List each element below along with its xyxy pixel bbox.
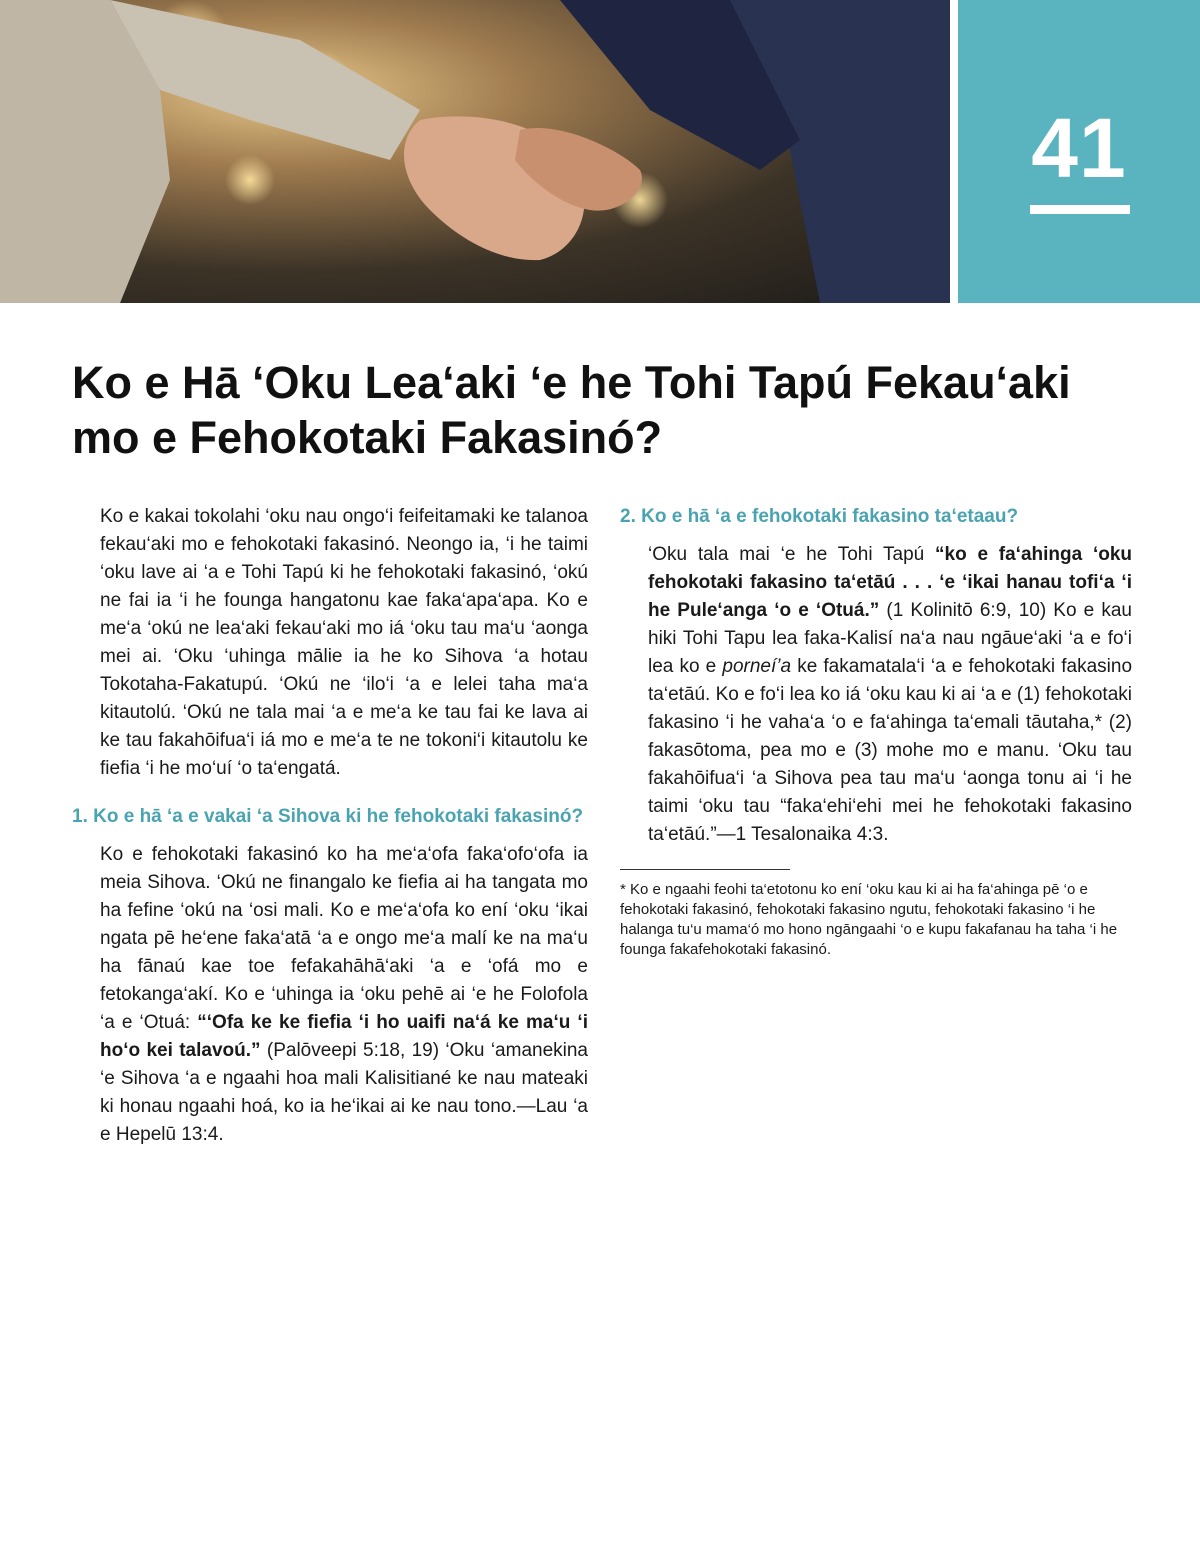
chapter-badge	[958, 0, 1200, 303]
hero-photo-holding-hands	[0, 0, 950, 303]
q1-text-b: (Palōveepi 5:18, 19) ‘Oku ‘amanekina ‘e Sihova ‘a e ngaahi hoa mali Kalisitiané ke nau mateaki ki honau ngaahi hoá, ko ia he‘ikai ai ke nau tono.—Lau ‘a e Hepelū 13:4.	[100, 1040, 589, 1145]
page-title: Ko e Hā ‘Oku Lea‘aki ‘e he Tohi Tapú Fekau‘aki mo e Fehokotaki Fakasinó?	[72, 357, 1071, 463]
intro-paragraph: Ko e kakai tokolahi ‘oku nau ongo‘i feifeitamaki ke talanoa fekau‘aki mo e fehokotaki fakasinó. Neongo ia, ‘i he taimi ‘oku lave ai ‘a e Tohi Tapú ki he fehokotaki fakasinó, ‘okú ne fai ia ‘i he founga hangatonu kae faka‘apa‘apa. Ko e me‘a ‘okú ne lea‘aki fekau‘aki mo iá ‘oku tau ma‘u ‘aonga mei ai. ‘Oku ‘uhinga mālie ia he ko Sihova ‘a hotau Tokotaha-Fakatupú. ‘Okú ne ‘ilo‘i ‘a e lelei taha ma‘a kitautolú. ‘Okú ne tala mai ‘a e me‘a ke tau fai ke lava ai ke tau fakahōifua‘i iá mo e me‘a te ne tokoni‘i kitautolu ke fiefia ‘i he mo‘uí ‘o ta‘engatá.	[100, 506, 588, 779]
question-1-heading: 1. Ko e hā ‘a e vakai ‘a Sihova ki he fehokotaki fakasinó?	[72, 806, 584, 827]
left-column	[72, 503, 589, 1169]
hands-illustration	[0, 0, 950, 303]
question-2-answer	[620, 541, 1132, 849]
right-column	[620, 503, 1132, 980]
q2-greek-word: porneí’a	[722, 656, 792, 677]
chapter-number: 41	[1031, 101, 1127, 195]
q2-quote: “ko e fa‘ahinga ‘oku fehokotaki fakasino ta‘etāú . . . ‘e ‘ikai hanau tofi‘a ‘i he Pule‘anga ‘o e ‘Otuá.”	[648, 544, 1133, 621]
q1-quote: “‘Ofa ke ke fiefia ‘i ho uaifi na‘á ke ma‘u ‘i ho‘o kei talavoú.”	[100, 1012, 588, 1061]
q2-text-b: (1 Kolinitō 6:9, 10) Ko e kau hiki Tohi Tapu lea faka-Kalisí na‘a nau ngāue‘aki ‘a e fo‘i lea ko e	[648, 600, 1132, 677]
chapter-underline	[1030, 205, 1130, 214]
q1-text-a: Ko e fehokotaki fakasinó ko ha me‘a‘ofa faka‘ofo‘ofa ia meia Sihova. ‘Okú ne finangalo ke fiefia ai ha tangata mo ha fefine ‘okú na ‘osi mali. Ko e me‘a‘ofa ko ení ‘oku ‘ikai ngata pē he‘ene faka‘atā ‘a e ongo me‘a malí ke na ma‘u ha fānaú kae toe fefakahāhā‘aki ‘a e ‘ofá mo e fetokanga‘akí. Ko e ‘uhinga ia ‘oku pehē ai ‘e he Folofola ‘a e ‘Otuá:	[100, 844, 588, 1033]
q2-text-a: ‘Oku tala mai ‘e he Tohi Tapú	[648, 544, 925, 565]
footnote-divider	[620, 869, 790, 870]
q2-text-c: ke fakamatala‘i ‘a e fehokotaki fakasino ta‘etāú. Ko e fo‘i lea ko iá ‘oku kau ki ai ‘a e (1) fehokotaki fakasino ‘i he vaha‘a ‘o e fa‘ahinga ta‘emali tāutaha,* (2) fakasōtoma, pea mo e (3) mohe mo e manu. ‘Oku tau fakahōifua‘i ‘a Sihova pea tau ma‘u ‘aonga tonu ai ‘i he taimi ‘oku tau “faka‘ehi‘ehi mei he fehokotaki fakasino ta‘etāú.”—1 Tesalonaika 4:3.	[648, 656, 1133, 845]
footnote: * Ko e ngaahi feohi ta‘etotonu ko ení ‘oku kau ki ai ha fa‘ahinga pē ‘o e fehokotaki fakasinó, fehokotaki fakasino ngutu, fehokotaki fakasino ‘i he halanga tu‘u mama‘ó mo hono ngāngaahi ‘o e kupu fakafanau ha taha ‘i he founga fakafehokotaki fakasinó.	[620, 881, 1118, 958]
question-2-heading: 2. Ko e hā ‘a e fehokotaki fakasino ta‘etaau?	[620, 506, 1019, 527]
question-1-answer	[100, 841, 588, 1149]
